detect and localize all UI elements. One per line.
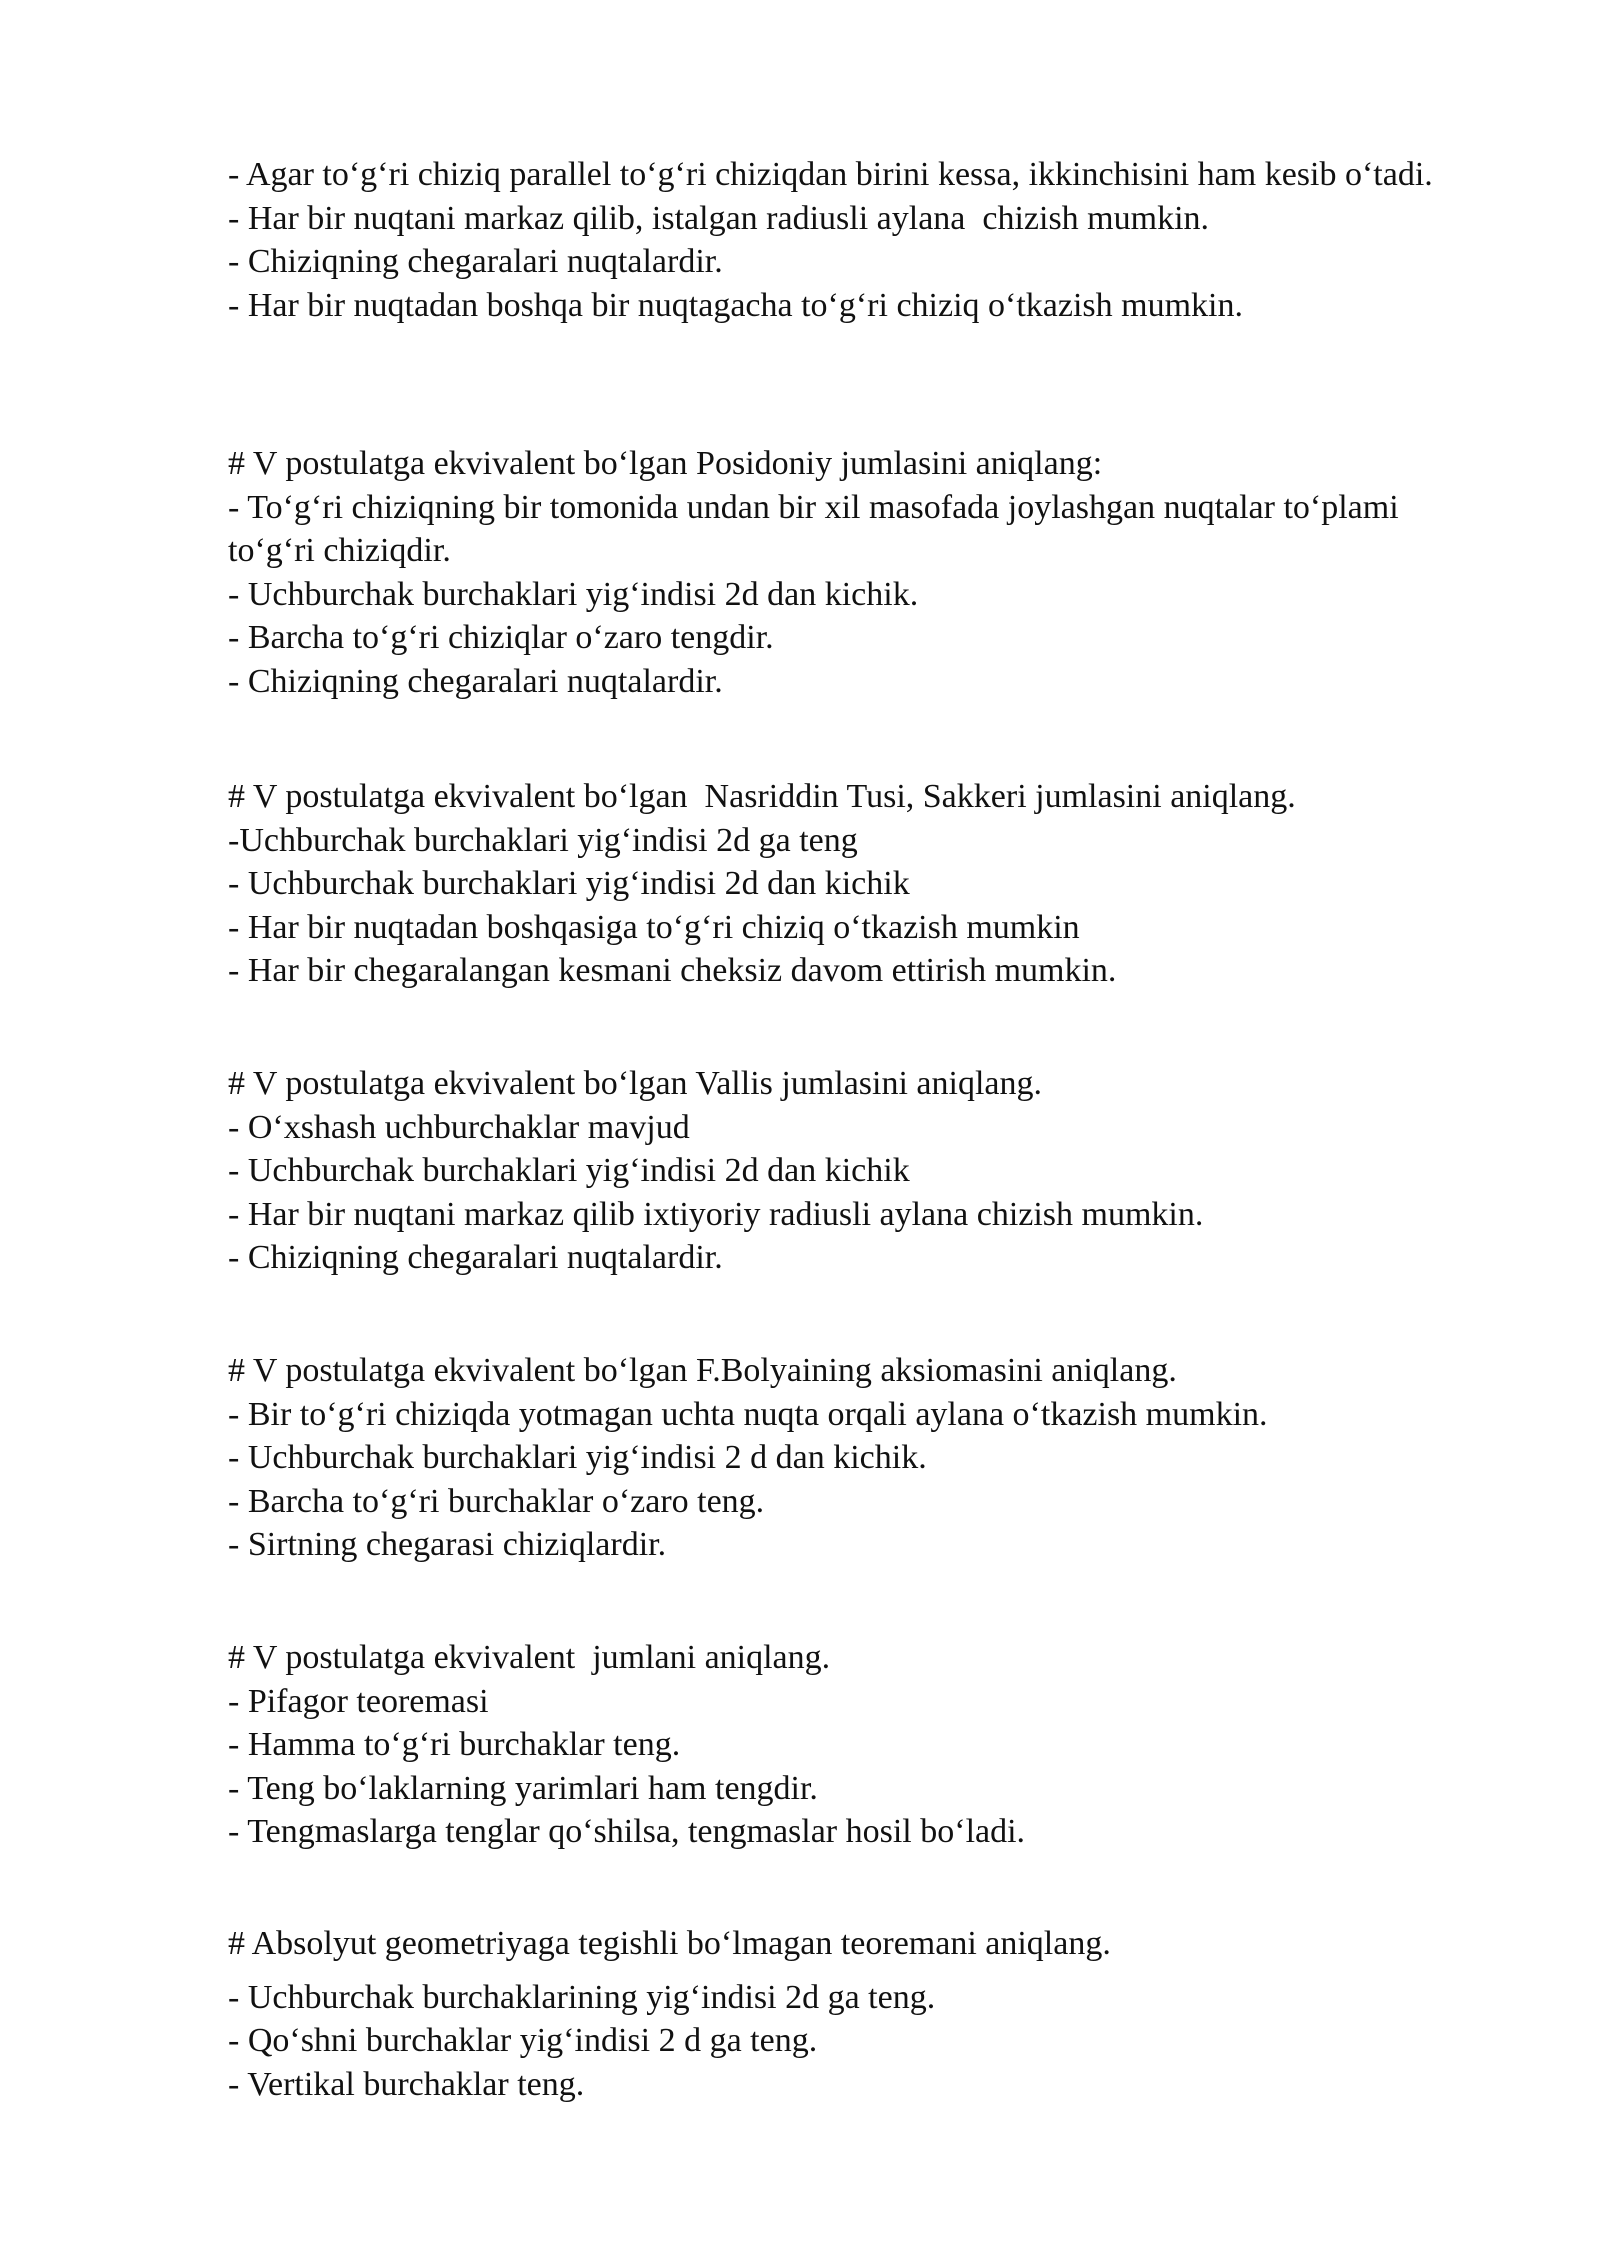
question-text: # V postulatga ekvivalent bo‘lgan Nasriddin Tusi, Sakkeri jumlasini aniqlang. — [228, 778, 1296, 815]
answer-option: - Har bir nuqtadan boshqasiga to‘g‘ri chiziq o‘tkazish mumkin — [228, 908, 1080, 946]
answer-option: - Har bir chegaralangan kesmani cheksiz davom ettirish mumkin. — [228, 952, 1117, 989]
answer-option: - O‘xshash uchburchaklar mavjud — [228, 1108, 690, 1146]
answer-option: - Uchburchak burchaklarining yig‘indisi 2d ga teng. — [228, 1978, 936, 2016]
question-block — [228, 1062, 1528, 1280]
answer-option: - Tengmaslarga tenglar qo‘shilsa, tengmaslar hosil bo‘ladi. — [228, 1813, 1026, 1850]
question-text: # V postulatga ekvivalent bo‘lgan Posidoniy jumlasini aniqlang: — [228, 445, 1103, 482]
question-block-continuation — [228, 153, 1528, 327]
answer-option: - Chiziqning chegaralari nuqtalardir. — [228, 662, 723, 700]
question-text: # Absolyut geometriyaga tegishli bo‘lmagan teoremani aniqlang. — [228, 1925, 1111, 1962]
answer-option: - Sirtning chegarasi chiziqlardir. — [228, 1526, 667, 1563]
answer-option: - Agar to‘g‘ri chiziq parallel to‘g‘ri chiziqdan birini kessa, ikkinchisini ham kesib o‘tadi. — [228, 156, 1433, 193]
question-block — [228, 1922, 1528, 2106]
answer-option: - Barcha to‘g‘ri burchaklar o‘zaro teng. — [228, 1482, 765, 1520]
answer-option: - Har bir nuqtani markaz qilib ixtiyoriy radiusli aylana chizish mumkin. — [228, 1195, 1204, 1233]
answer-option: - Chiziqning chegaralari nuqtalardir. — [228, 1239, 723, 1276]
answer-option: - Vertikal burchaklar teng. — [228, 2065, 585, 2103]
question-block — [228, 1349, 1528, 1567]
answer-option: - To‘g‘ri chiziqning bir tomonida undan bir xil masofada joylashgan nuqtalar to‘plami to‘g‘ri chiziqdir. — [228, 488, 1399, 569]
question-text: # V postulatga ekvivalent bo‘lgan Vallis jumlasini aniqlang. — [228, 1065, 1043, 1102]
answer-option: - Pifagor teoremasi — [228, 1682, 489, 1720]
answer-option: - Barcha to‘g‘ri chiziqlar o‘zaro tengdir. — [228, 619, 774, 656]
answer-option: - Uchburchak burchaklari yig‘indisi 2d dan kichik. — [228, 575, 919, 613]
answer-option: - Hamma to‘g‘ri burchaklar teng. — [228, 1726, 681, 1763]
answer-option: - Har bir nuqtani markaz qilib, istalgan radiusli aylana chizish mumkin. — [228, 199, 1210, 237]
answer-option: - Uchburchak burchaklari yig‘indisi 2d dan kichik — [228, 865, 910, 902]
answer-option: - Bir to‘g‘ri chiziqda yotmagan uchta nuqta orqali aylana o‘tkazish mumkin. — [228, 1395, 1268, 1433]
answer-option: - Teng bo‘laklarning yarimlari ham tengdir. — [228, 1769, 818, 1807]
answer-option: - Uchburchak burchaklari yig‘indisi 2 d dan kichik. — [228, 1439, 927, 1476]
question-text: # V postulatga ekvivalent jumlani aniqlang. — [228, 1639, 831, 1676]
answer-option: - Chiziqning chegaralari nuqtalardir. — [228, 243, 723, 280]
answer-option: - Qo‘shni burchaklar yig‘indisi 2 d ga teng. — [228, 2022, 818, 2059]
question-block — [228, 1636, 1528, 1854]
question-block — [228, 442, 1528, 703]
question-block — [228, 775, 1528, 993]
answer-option: - Uchburchak burchaklari yig‘indisi 2d dan kichik — [228, 1152, 910, 1189]
answer-option: -Uchburchak burchaklari yig‘indisi 2d ga teng — [228, 821, 858, 859]
answer-option: - Har bir nuqtadan boshqa bir nuqtagacha to‘g‘ri chiziq o‘tkazish mumkin. — [228, 286, 1243, 324]
question-text: # V postulatga ekvivalent bo‘lgan F.Bolyaining aksiomasini aniqlang. — [228, 1352, 1177, 1389]
